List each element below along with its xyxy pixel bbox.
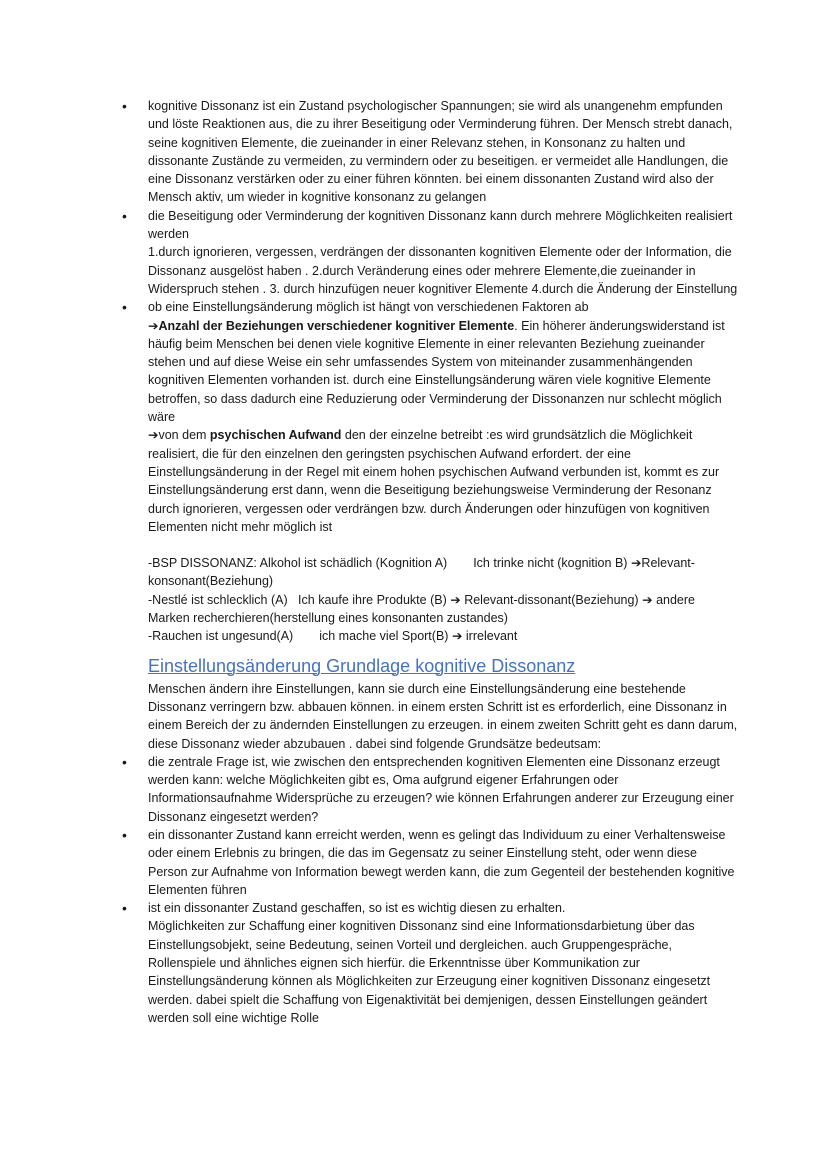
example-line (148, 591, 738, 628)
examples-block (148, 554, 738, 645)
bullet-item (148, 97, 738, 207)
section-heading: Einstellungsänderung Grundlage kognitive Dissonanz (148, 655, 576, 676)
paragraph-text: die zentrale Frage ist, wie zwischen den entsprechenden kognitiven Elementen eine Dissonanz erzeugt werden kann: welche Möglichkeiten gibt es, Oma aufgrund eigener Erfahrungen oder Informationsaufnahme Widersprüche zu erzeugen? wie können Erfahrungen anderer zur Erzeugung einer Dissonanz eingesetzt werden? (148, 754, 734, 824)
example-line (148, 554, 738, 591)
document-content (148, 97, 738, 1027)
example-text: irrelevant (465, 629, 518, 644)
bullet-item (148, 298, 738, 536)
bullet-item (148, 207, 738, 298)
intro-paragraph: Menschen ändern ihre Einstellungen, kann sie durch eine Einstellungsänderung eine bestehende Dissonanz verringern bzw. abbauen können. in einem ersten Schritt ist es erforderlich, eine Dissonanz in einem Bereich der zu ändernden Einstellungen zu erzeugen. in einem zweiten Schritt geht es dann darum, diese Dissonanz wieder abzubauen . dabei sind folgende Grundsätze bedeutsam: (148, 681, 738, 751)
example-text: Relevant-dissonant(Beziehung) (464, 592, 639, 607)
bullet-item (148, 899, 738, 1027)
paragraph-text: von dem (158, 428, 210, 443)
example-line (148, 627, 738, 645)
paragraph-text: ein dissonanter Zustand kann erreicht werden, wenn es gelingt das Individuum zu einer Verhaltensweise oder einem Erlebnis zu bringen, die das im Gegensatz zu seiner Einstellung steht, oder wenn diese Person zur Aufnahme von Information bewegt werden kann, die zum Gegenteil der bestehenden kognitive Elementen führen (148, 827, 735, 897)
paragraph-text: • ob eine Einstellungsänderung möglich ist hängt von verschiedenen Faktoren ab (148, 300, 589, 315)
arrow-icon: ➔ (642, 592, 653, 607)
example-text: -BSP DISSONANZ: Alkohol ist schädlich (Kognition A) (148, 556, 448, 571)
example-text: andere Marken recherchieren(herstellung eines konsonanten zustandes) (148, 592, 695, 626)
factor-paragraph (148, 426, 738, 536)
bullet-item (148, 753, 738, 826)
bold-text: psychischen Aufwand (209, 428, 342, 443)
factor-paragraph (148, 317, 738, 427)
arrow-icon: ➔ (450, 592, 461, 607)
arrow-icon: ➔ (451, 629, 463, 644)
example-text: Relevant-konsonant(Beziehung) (148, 556, 695, 589)
paragraph-text: • die Beseitigung oder Verminderung der kognitiven Dissonanz kann durch mehrere Möglichkeiten realisiert werden (148, 208, 733, 242)
example-text: -Rauchen ist ungesund(A) (148, 629, 294, 644)
paragraph-text: kognitive Dissonanz ist ein Zustand psychologischer Spannungen; sie wird als unangenehm empfunden und löste Reaktionen aus, die zu ihrer Beseitigung oder Verminderung führen. Der Mensch strebt danach, seine kognitiven Elemente, die zueinander in einer Relevanz stehen, in Konsonanz zu halten und dissonante Zustände zu vermeiden, zu vermindern oder zu beseitigen. er vermeidet alle Handlungen, die eine Dissonanz verstärken oder zu einer führen könnten. bei einem dissonanten Zustand wird also der Mensch aktiv, um wieder in kognitive konsonanz zu gelangen (148, 99, 733, 205)
paragraph-text: 1.durch ignorieren, vergessen, verdrängen der dissonanten kognitiven Elemente oder der Information, die Dissonanz ausgelöst haben . 2.durch Veränderung eines oder mehrere Elemente,die zueinander in Widerspruch stehen . 3. durch hinzufügen neuer kognitiver Elemente 4.durch die Änderung der Einstellung (148, 245, 738, 296)
paragraph-text: . Ein höherer änderungswiderstand ist häufig beim Menschen bei denen viele kognitive Elemente in einer relevanten Beziehung zueinander stehen und auf diese Weise ein sehr umfassendes System von miteinander zusammenhängenden kognitiven Elementen vorhanden ist. durch eine Einstellungsänderung wären viele kognitive Elemente betroffen, so dass dadurch eine Reduzierung oder Verminderung der Dissonanzen nur schlecht möglich wäre (148, 318, 725, 425)
paragraph-text: den der einzelne betreibt :es wird grundsätzlich die Möglichkeit realisiert, die für den einzelnen den geringsten psychischen Aufwand erfordert. der eine Einstellungsänderung in der Regel mit einem hohen psychischen Aufwand verbunden ist, kommt es zur Einstellungsänderung erst dann, wenn die Beseitigung beziehungsweise Verminderung der Resonanz durch ignorieren, vergessen oder verdrängen bzw. durch Änderungen oder hinzufügen von kognitiven Elementen nicht mehr möglich ist (148, 428, 720, 534)
bullet-item (148, 826, 738, 899)
example-text: -Nestlé ist schlecklich (A) (148, 592, 288, 607)
example-text: Ich kaufe ihre Produkte (B) (298, 592, 447, 607)
example-text: Ich trinke nicht (kognition B) (473, 556, 628, 571)
paragraph-text: • ist ein dissonanter Zustand geschaffen, so ist es wichtig diesen zu erhalten. (148, 901, 566, 916)
example-text: ich mache viel Sport(B) (319, 629, 449, 644)
spacer (148, 536, 738, 554)
arrow-icon: ➔ (148, 318, 159, 333)
arrow-icon: ➔ (148, 428, 159, 443)
paragraph-text: Möglichkeiten zur Schaffung einer kognitiven Dissonanz sind eine Informationsdarbietung über das Einstellungsobjekt, seine Bedeutung, seinen Vorteil und dergleichen. auch Gruppengespräche, Rollenspiele und ähnliches eignen sich hierfür. die Erkenntnisse über Kommunikation zur Einstellungsänderung können als Möglichkeiten zur Erzeugung einer kognitiven Dissonanz eingesetzt werden. dabei spielt die Schaffung von Eigenaktivität bei demjenigen, dessen Einstellungen geändert werden soll eine wichtige Rolle (148, 919, 711, 1025)
arrow-icon: ➔ (630, 556, 642, 571)
bold-text: Anzahl der Beziehungen verschiedener kognitiver Elemente (158, 318, 515, 333)
